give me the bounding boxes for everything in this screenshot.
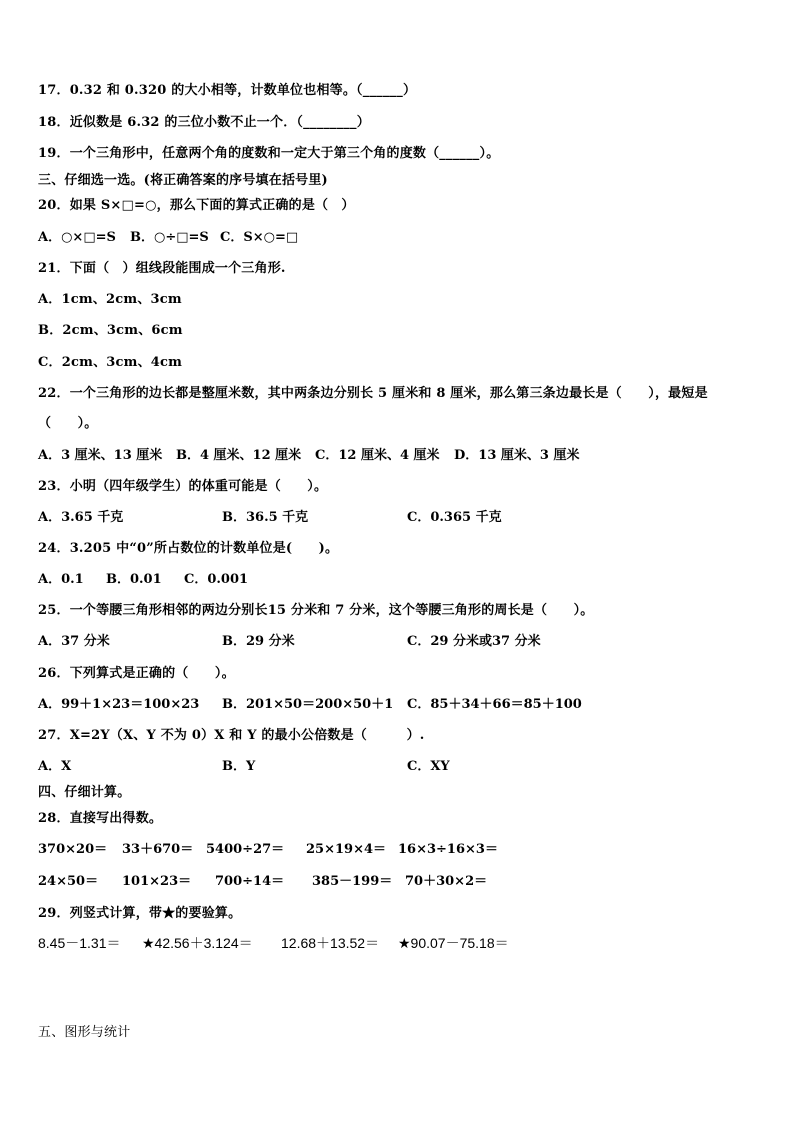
vertical-calc-item: ★90.07－75.18＝ xyxy=(398,935,509,951)
question-21-option-c: C．2cm、3cm、4cm xyxy=(38,355,183,370)
vertical-calc-item: ★42.56＋3.124＝ xyxy=(142,935,253,951)
section-5-title: 五、图形与统计 xyxy=(38,1025,131,1040)
question-23-options xyxy=(38,510,502,526)
question-25: 25．一个等腰三角形相邻的两边分别长15 分米和 7 分米，这个等腰三角形的周长是（ ）。 xyxy=(38,603,594,618)
option-b: B．29 分米 xyxy=(222,634,295,649)
option-a: A．3 厘米、13 厘米 xyxy=(38,448,163,463)
option-c: C．12 厘米、4 厘米 xyxy=(315,448,440,463)
question-22-line1: 22．一个三角形的边长都是整厘米数，其中两条边分别长 5 厘米和 8 厘米，那么第三条边最长是（ ），最短是 xyxy=(38,386,708,401)
question-20-options xyxy=(38,230,299,246)
calc-item: 385－199＝ xyxy=(312,874,393,889)
question-26: 26．下列算式是正确的（ ）。 xyxy=(38,666,235,681)
option-b: B．○÷□=S xyxy=(130,230,209,245)
question-24: 24．3.205 中“0”所占数位的计数单位是( )。 xyxy=(38,541,339,556)
option-c: C．85＋34＋66＝85＋100 xyxy=(407,697,582,712)
calc-item: 16×3÷16×3＝ xyxy=(398,842,498,857)
calc-item: 101×23＝ xyxy=(122,874,192,889)
question-26-options xyxy=(38,697,582,713)
question-22-options xyxy=(38,448,580,464)
option-c: C．29 分米或37 分米 xyxy=(407,634,541,649)
question-21-option-a: A．1cm、2cm、3cm xyxy=(38,292,182,307)
option-d: D．13 厘米、3 厘米 xyxy=(454,448,580,463)
question-20: 20．如果 S×□=○，那么下面的算式正确的是（ ） xyxy=(38,198,355,213)
question-21: 21．下面（ ）组线段能围成一个三角形. xyxy=(38,261,286,276)
question-29: 29．列竖式计算，带★的要验算。 xyxy=(38,906,242,921)
option-c: C．XY xyxy=(407,759,450,774)
question-24-options xyxy=(38,572,249,588)
vertical-calc-item: 12.68＋13.52＝ xyxy=(281,935,380,951)
question-27: 27．X=2Y（X、Y 不为 0）X 和 Y 的最小公倍数是（ ）. xyxy=(38,728,425,743)
option-b: B．0.01 xyxy=(106,572,162,587)
option-c: C．0.365 千克 xyxy=(407,510,502,525)
calc-item: 70＋30×2＝ xyxy=(405,874,488,889)
section-3-title: 三、仔细选一选。(将正确答案的序号填在括号里) xyxy=(38,173,328,188)
question-28-row1 xyxy=(38,842,498,858)
option-b: B．4 厘米、12 厘米 xyxy=(176,448,302,463)
section-4-title: 四、仔细计算。 xyxy=(38,785,131,800)
question-28: 28．直接写出得数。 xyxy=(38,811,163,826)
option-a: A．0.1 xyxy=(38,572,84,587)
calc-item: 5400÷27＝ xyxy=(206,842,285,857)
question-18: 18．近似数是 6.32 的三位小数不止一个．（________） xyxy=(38,115,370,130)
option-b: B．36.5 千克 xyxy=(222,510,309,525)
option-a: A．37 分米 xyxy=(38,634,110,649)
question-27-options xyxy=(38,759,450,775)
vertical-calc-item: 8.45－1.31＝ xyxy=(38,935,121,951)
question-17: 17．0.32 和 0.320 的大小相等，计数单位也相等。（______） xyxy=(38,83,417,98)
option-a: A．99＋1×23＝100×23 xyxy=(38,697,200,712)
calc-item: 24×50＝ xyxy=(38,874,99,889)
option-c: C．S×○=□ xyxy=(220,230,299,245)
calc-item: 370×20＝ xyxy=(38,842,108,857)
calc-item: 33＋670＝ xyxy=(122,842,194,857)
question-29-items xyxy=(38,934,509,952)
option-a: A．X xyxy=(38,759,72,774)
calc-item: 700÷14＝ xyxy=(215,874,285,889)
question-21-option-b: B．2cm、3cm、6cm xyxy=(38,323,183,338)
option-b: B．Y xyxy=(222,759,256,774)
question-22-line2: （ ）。 xyxy=(38,416,98,431)
question-19: 19．一个三角形中，任意两个角的度数和一定大于第三个角的度数（______）。 xyxy=(38,146,500,161)
calc-item: 25×19×4＝ xyxy=(306,842,387,857)
option-c: C．0.001 xyxy=(184,572,249,587)
question-28-row2 xyxy=(38,874,488,890)
option-b: B．201×50＝200×50＋1 xyxy=(222,697,394,712)
option-a: A．3.65 千克 xyxy=(38,510,124,525)
question-25-options xyxy=(38,634,541,650)
question-23: 23．小明（四年级学生）的体重可能是（ ）。 xyxy=(38,479,328,494)
option-a: A．○×□=S xyxy=(38,230,116,245)
